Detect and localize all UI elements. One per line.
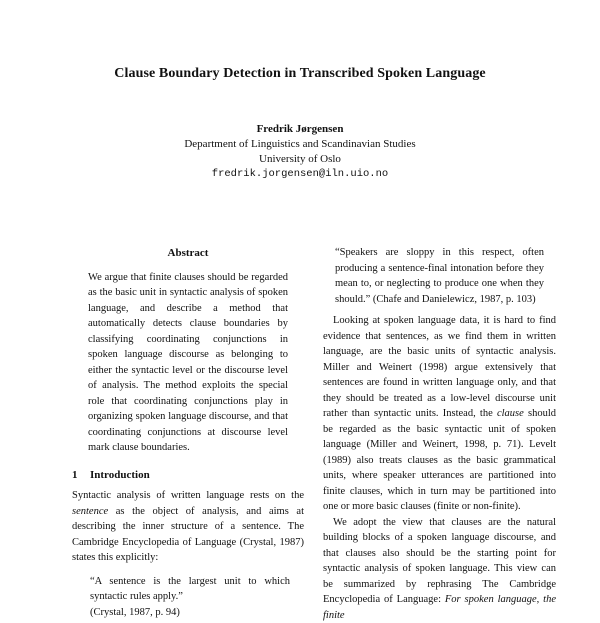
intro-text-b: as the object of analysis, and aims at describing the inner structure of a sentence. The Cambridge Encyclopedia of Language (Crystal, 1987) states this explicitly:	[72, 506, 304, 564]
chafe-quote: “Speakers are sloppy in this respect, often producing a sentence-final intonation before they mean to, or neglecting to produce one when they should.” (Chafe and Danielewicz, 1987, p. 103)	[335, 245, 544, 307]
section-title: Introduction	[90, 469, 150, 481]
author-university: University of Oslo	[0, 152, 600, 167]
crystal-quote-citation: (Crystal, 1987, p. 94)	[90, 605, 290, 621]
author-name: Fredrik Jørgensen	[0, 122, 600, 137]
p2-text-a: Looking at spoken language data, it is hard to find evidence that sentences, as we find them in written language, are the basic units of syntactic analysis. Miller and Weinert (1998) argue extensively that sentences are found in written language only, and that they should be treated as a low-level discourse unit rather than syntactic units. Instead, the	[323, 315, 556, 419]
intro-text-a: Syntactic analysis of written language rests on the	[72, 490, 304, 501]
author-email: fredrik.jorgensen@iln.uio.no	[0, 167, 600, 182]
abstract-text: We argue that finite clauses should be regarded as the basic unit in syntactic analysis of spoken language, and describe a method that automatically detects clause boundaries by classifying coordinating conjunctions in spoken language discourse as belonging to either the syntactic level or the discourse level of analysis. The method exploits the special role that coordinating conjunctions play in organizing spoken language discourse, and that coordinating conjunctions at discourse level mark clause boundaries.	[88, 270, 288, 456]
paper-title: Clause Boundary Detection in Transcribed Spoken Language	[0, 66, 600, 82]
author-department: Department of Linguistics and Scandinavian Studies	[0, 137, 600, 152]
intro-emphasis: sentence	[72, 506, 108, 517]
body-paragraph-2	[323, 313, 556, 515]
intro-paragraph	[72, 488, 304, 566]
p3-text-a: We adopt the view that clauses are the natural building blocks of a spoken language discourse, and that clauses also should be the starting point for syntactic analysis of spoken language. This view can be summarized by rephrasing The Cambridge Encyclopedia of Language:	[323, 517, 556, 606]
abstract-heading: Abstract	[72, 246, 304, 262]
p2-emphasis: clause	[497, 408, 524, 419]
body-paragraph-3	[323, 515, 556, 623]
section-number: 1	[72, 468, 90, 484]
author-block	[0, 122, 600, 182]
section-heading-introduction	[72, 468, 304, 484]
crystal-quote: “A sentence is the largest unit to which syntactic rules apply.”	[90, 574, 290, 605]
left-column	[72, 246, 304, 620]
right-column	[323, 245, 556, 623]
p2-text-b: should be regarded as the basic syntactic unit of spoken language (Miller and Weinert, 1998, p. 71). Levelt (1989) also treats clauses as the basic grammatical units, where speaker utterances are partitioned into finite clauses, which in turn may be partitioned into one or more basic clauses (finite or non-finite).	[323, 408, 556, 512]
p3-emphasis: For spoken language, the finite	[323, 594, 556, 621]
